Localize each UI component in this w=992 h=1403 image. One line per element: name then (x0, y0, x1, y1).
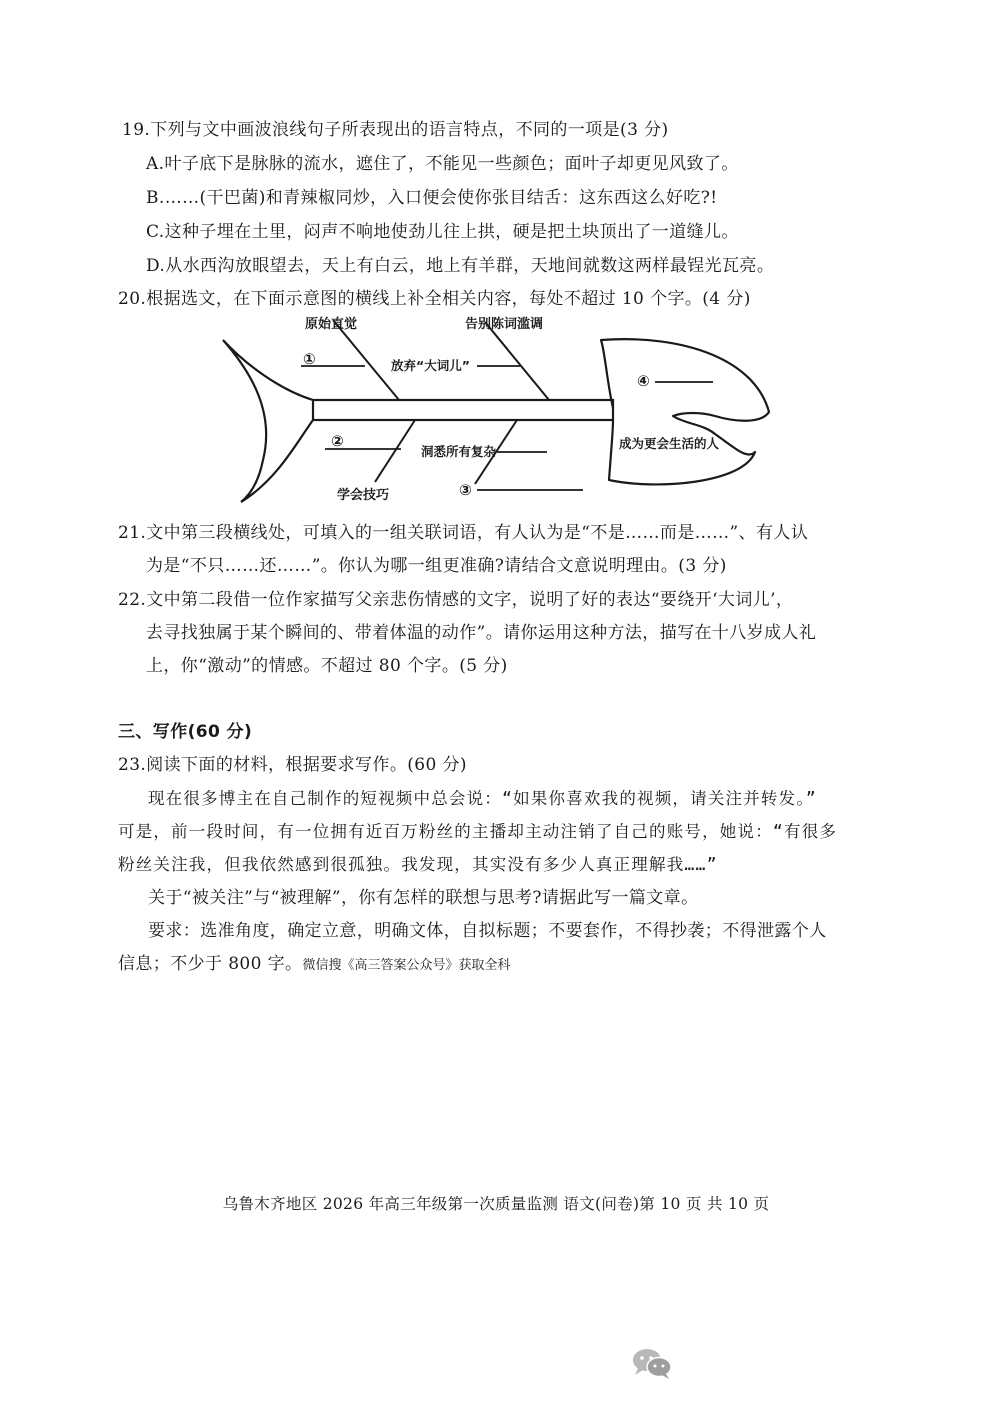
page-footer: 乌鲁木齐地区 2026 年高三年级第一次质量监测 语文(问卷)第 10 页 共 10 页 (222, 1195, 770, 1213)
bone-bottom-left (375, 420, 415, 482)
question-22-line-3: 上，你“激动”的情感。不超过 80 个字。(5 分) (146, 656, 508, 676)
blank-marker-1: ① (303, 350, 316, 368)
material-line-1: 现在很多博主在自己制作的短视频中总会说：“如果你喜欢我的视频，请关注并转发。” (148, 789, 817, 808)
blank-marker-3: ③ (459, 481, 472, 499)
label-mid-bottom: 洞悉所有复杂 (421, 444, 497, 459)
label-top-right: 告别陈词滥调 (465, 317, 544, 332)
question-19-option-d: D.从水西沟放眼望去，天上有白云，地上有羊群，天地间就数这两样最锃光瓦亮。 (146, 256, 775, 276)
section-3-heading: 三、写作(60 分) (118, 722, 253, 742)
bone-top-left (333, 320, 399, 400)
question-19-stem: 19.下列与文中画波浪线句子所表现出的语言特点，不同的一项是(3 分) (122, 120, 669, 140)
question-21-line-1: 21.文中第三段横线处，可填入的一组关联词语，有人认为是“不是……而是……”、有人认 (118, 523, 809, 543)
requirements-line-2 (118, 952, 510, 978)
fish-spine (313, 400, 613, 420)
material-line-2: 可是，前一段时间，有一位拥有近百万粉丝的主播却主动注销了自己的账号，她说：“有很多 (118, 822, 838, 841)
question-22-line-2: 去寻找独属于某个瞬间的、带着体温的动作”。请你运用这种方法，描写在十八岁成人礼 (146, 623, 817, 643)
writing-prompt: 关于“被关注”与“被理解”，你有怎样的联想与思考?请据此写一篇文章。 (148, 888, 699, 908)
wechat-logo-icon (630, 1346, 674, 1380)
blank-marker-2: ② (331, 432, 344, 450)
label-mid-top: 放弃“大词儿” (391, 358, 470, 373)
material-line-3: 粉丝关注我，但我依然感到很孤独。我发现，其实没有多少人真正理解我……” (118, 855, 718, 874)
fish-head (601, 339, 769, 484)
question-19-option-b: B.……(干巴菌)和青辣椒同炒，入口便会使你张目结舌：这东西这么好吃?! (146, 188, 718, 208)
blank-marker-4: ④ (637, 372, 650, 390)
question-19-option-a: A.叶子底下是脉脉的流水，遮住了，不能见一些颜色；面叶子却更见风致了。 (146, 154, 739, 174)
fish-tail (223, 340, 313, 502)
question-21-line-2: 为是“不只……还……”。你认为哪一组更准确?请结合文意说明理由。(3 分) (146, 556, 727, 576)
question-22-line-1: 22.文中第二段借一位作家描写父亲悲伤情感的文字，说明了好的表达“要绕开‘大词儿’， (118, 590, 794, 610)
wechat-search-note: 微信搜《高三答案公众号》获取全科 (302, 958, 511, 973)
label-top-left: 原始直觉 (305, 317, 358, 332)
bone-top-right (485, 322, 549, 400)
fishbone-diagram (215, 312, 775, 512)
question-23-stem: 23.阅读下面的材料，根据要求写作。(60 分) (118, 755, 467, 775)
question-20-stem: 20.根据选文，在下面示意图的横线上补全相关内容，每处不超过 10 个字。(4 分) (118, 289, 751, 309)
requirements-line-1: 要求：选准角度，确定立意，明确文体，自拟标题；不要套作，不得抄袭；不得泄露个人 (148, 921, 827, 941)
question-19-option-c: C.这种子埋在土里，闷声不响地使劲儿往上拱，硬是把土块顶出了一道缝儿。 (146, 222, 739, 242)
requirements-text: 信息；不少于 800 字。 (118, 954, 303, 974)
label-head: 成为更会生活的人 (619, 436, 720, 451)
label-bottom-left: 学会技巧 (337, 488, 390, 503)
